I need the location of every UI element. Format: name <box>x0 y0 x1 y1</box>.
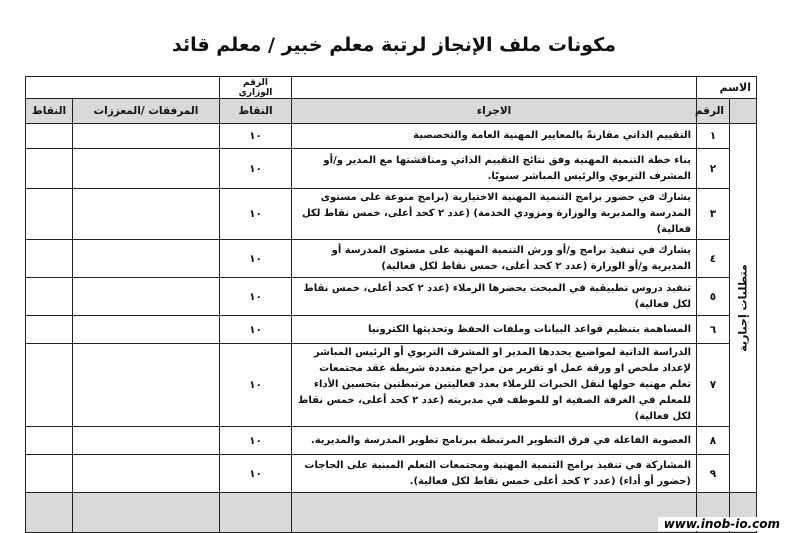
row-points: ١٠ <box>220 124 292 149</box>
row-procedure: المشاركة في تنفيذ برامج التنمية المهنية ومجتمعات التعلم المبنية على الحاجات (حضور أو أداء) (عدد ٢ كحد أعلى خمس نقاط لكل فعالية). <box>292 455 697 493</box>
name-row <box>26 77 757 99</box>
total-cell <box>26 493 73 533</box>
row-procedure: يشارك في حضور برامج التنمية المهنية الاختيارية (برامج منوعة على مستوى المدرسة والمديرية والوزارة ومزودي الخدمة) (عدد ٢ كحد أعلى، خمس نقاط لكل فعالية) <box>292 189 697 240</box>
row-points2[interactable] <box>26 427 73 455</box>
ministry-number-field[interactable] <box>26 77 220 99</box>
attachments-header: المرفقات /المعززات <box>73 99 220 124</box>
row-attachments[interactable] <box>73 316 220 344</box>
row-points2[interactable] <box>26 316 73 344</box>
table-row <box>26 149 757 189</box>
portfolio-table <box>25 76 757 533</box>
row-points: ١٠ <box>220 427 292 455</box>
points2-header: النقاط <box>26 99 73 124</box>
table-row <box>26 455 757 493</box>
row-number: ٣ <box>697 189 730 240</box>
row-points: ١٠ <box>220 149 292 189</box>
ministry-number-label: الرقم الوزاري <box>220 77 292 99</box>
row-procedure: المساهمة بتنظيم قواعد البيانات وملفات الحفظ وتحديثها الكترونيا <box>292 316 697 344</box>
row-points2[interactable] <box>26 455 73 493</box>
row-number: ٢ <box>697 149 730 189</box>
table-row <box>26 124 757 149</box>
row-points2[interactable] <box>26 240 73 278</box>
procedure-header: الاجراء <box>292 99 697 124</box>
row-attachments[interactable] <box>73 278 220 316</box>
total-cell <box>73 493 220 533</box>
row-number: ٤ <box>697 240 730 278</box>
table-row <box>26 278 757 316</box>
row-points: ١٠ <box>220 344 292 427</box>
row-procedure: يشارك في تنفيذ برامج و/أو ورش التنمية المهنية على مستوى المدرسة أو المديرية و/أو الوزارة (عدد ٢ كحد أعلى، خمس نقاط لكل فعالية) <box>292 240 697 278</box>
row-attachments[interactable] <box>73 344 220 427</box>
row-points: ١٠ <box>220 240 292 278</box>
points-header: النقاط <box>220 99 292 124</box>
row-attachments[interactable] <box>73 149 220 189</box>
row-points2[interactable] <box>26 149 73 189</box>
total-row <box>26 493 757 533</box>
row-points: ١٠ <box>220 316 292 344</box>
row-points: ١٠ <box>220 189 292 240</box>
number-header: الرقم <box>697 99 730 124</box>
row-procedure: العضوية الفاعلة في فرق التطوير المرتبطة ببرنامج تطوير المدرسة والمديرية. <box>292 427 697 455</box>
total-cell <box>220 493 292 533</box>
row-procedure: التقييم الذاتي مقارنةً بالمعايير المهنية العامة والتخصصية <box>292 124 697 149</box>
row-attachments[interactable] <box>73 427 220 455</box>
row-points2[interactable] <box>26 189 73 240</box>
row-number: ٦ <box>697 316 730 344</box>
table-row <box>26 427 757 455</box>
row-number: ١ <box>697 124 730 149</box>
row-points2[interactable] <box>26 344 73 427</box>
row-attachments[interactable] <box>73 124 220 149</box>
name-field[interactable] <box>292 77 697 99</box>
row-number: ٨ <box>697 427 730 455</box>
row-number: ٥ <box>697 278 730 316</box>
column-header-row <box>26 99 757 124</box>
row-points: ١٠ <box>220 278 292 316</box>
row-procedure: بناء خطة التنمية المهنية وفق نتائج التقييم الذاتي ومناقشتها مع المدير و/أو المشرف التربوي والرئيس المباشر سنويًا. <box>292 149 697 189</box>
row-attachments[interactable] <box>73 455 220 493</box>
table-row <box>26 344 757 427</box>
row-points2[interactable] <box>26 278 73 316</box>
row-attachments[interactable] <box>73 189 220 240</box>
category-cell <box>730 124 757 493</box>
row-number: ٩ <box>697 455 730 493</box>
name-label: الاسم <box>697 77 757 99</box>
row-procedure: تنفيذ دروس تطبيقية في المبحث يحضرها الزملاء (عدد ٢ كحد أعلى، خمس نقاط لكل فعالية) <box>292 278 697 316</box>
row-points2[interactable] <box>26 124 73 149</box>
page-title: مكونات ملف الإنجاز لرتبة معلم خبير / معلم قائد <box>171 34 616 56</box>
row-number: ٧ <box>697 344 730 427</box>
row-procedure: الدراسة الذاتية لمواضيع يحددها المدير او المشرف التربوي أو الرئيس المباشر لإعداد ملخص او ورقة عمل او تقرير من مراجع متعددة شريطة عقد مجتمعات تعلم مهنية حولها لنقل الخبرات للزملاء بعدد فعاليتين مرتبطتين بتحسين الأداء للمعلم في الغرفة الصفية او للموظف في مديريته (عدد ٢ كحد أعلى، خمس نقاط لكل فعالية) <box>292 344 697 427</box>
total-cell <box>292 493 697 533</box>
row-points: ١٠ <box>220 455 292 493</box>
row-attachments[interactable] <box>73 240 220 278</box>
category-label: متطلبات إجبارية <box>736 264 750 352</box>
table-row <box>26 240 757 278</box>
table-row <box>26 316 757 344</box>
category-header <box>730 99 757 124</box>
watermark: www.inob-io.com <box>658 517 786 531</box>
table-row <box>26 189 757 240</box>
